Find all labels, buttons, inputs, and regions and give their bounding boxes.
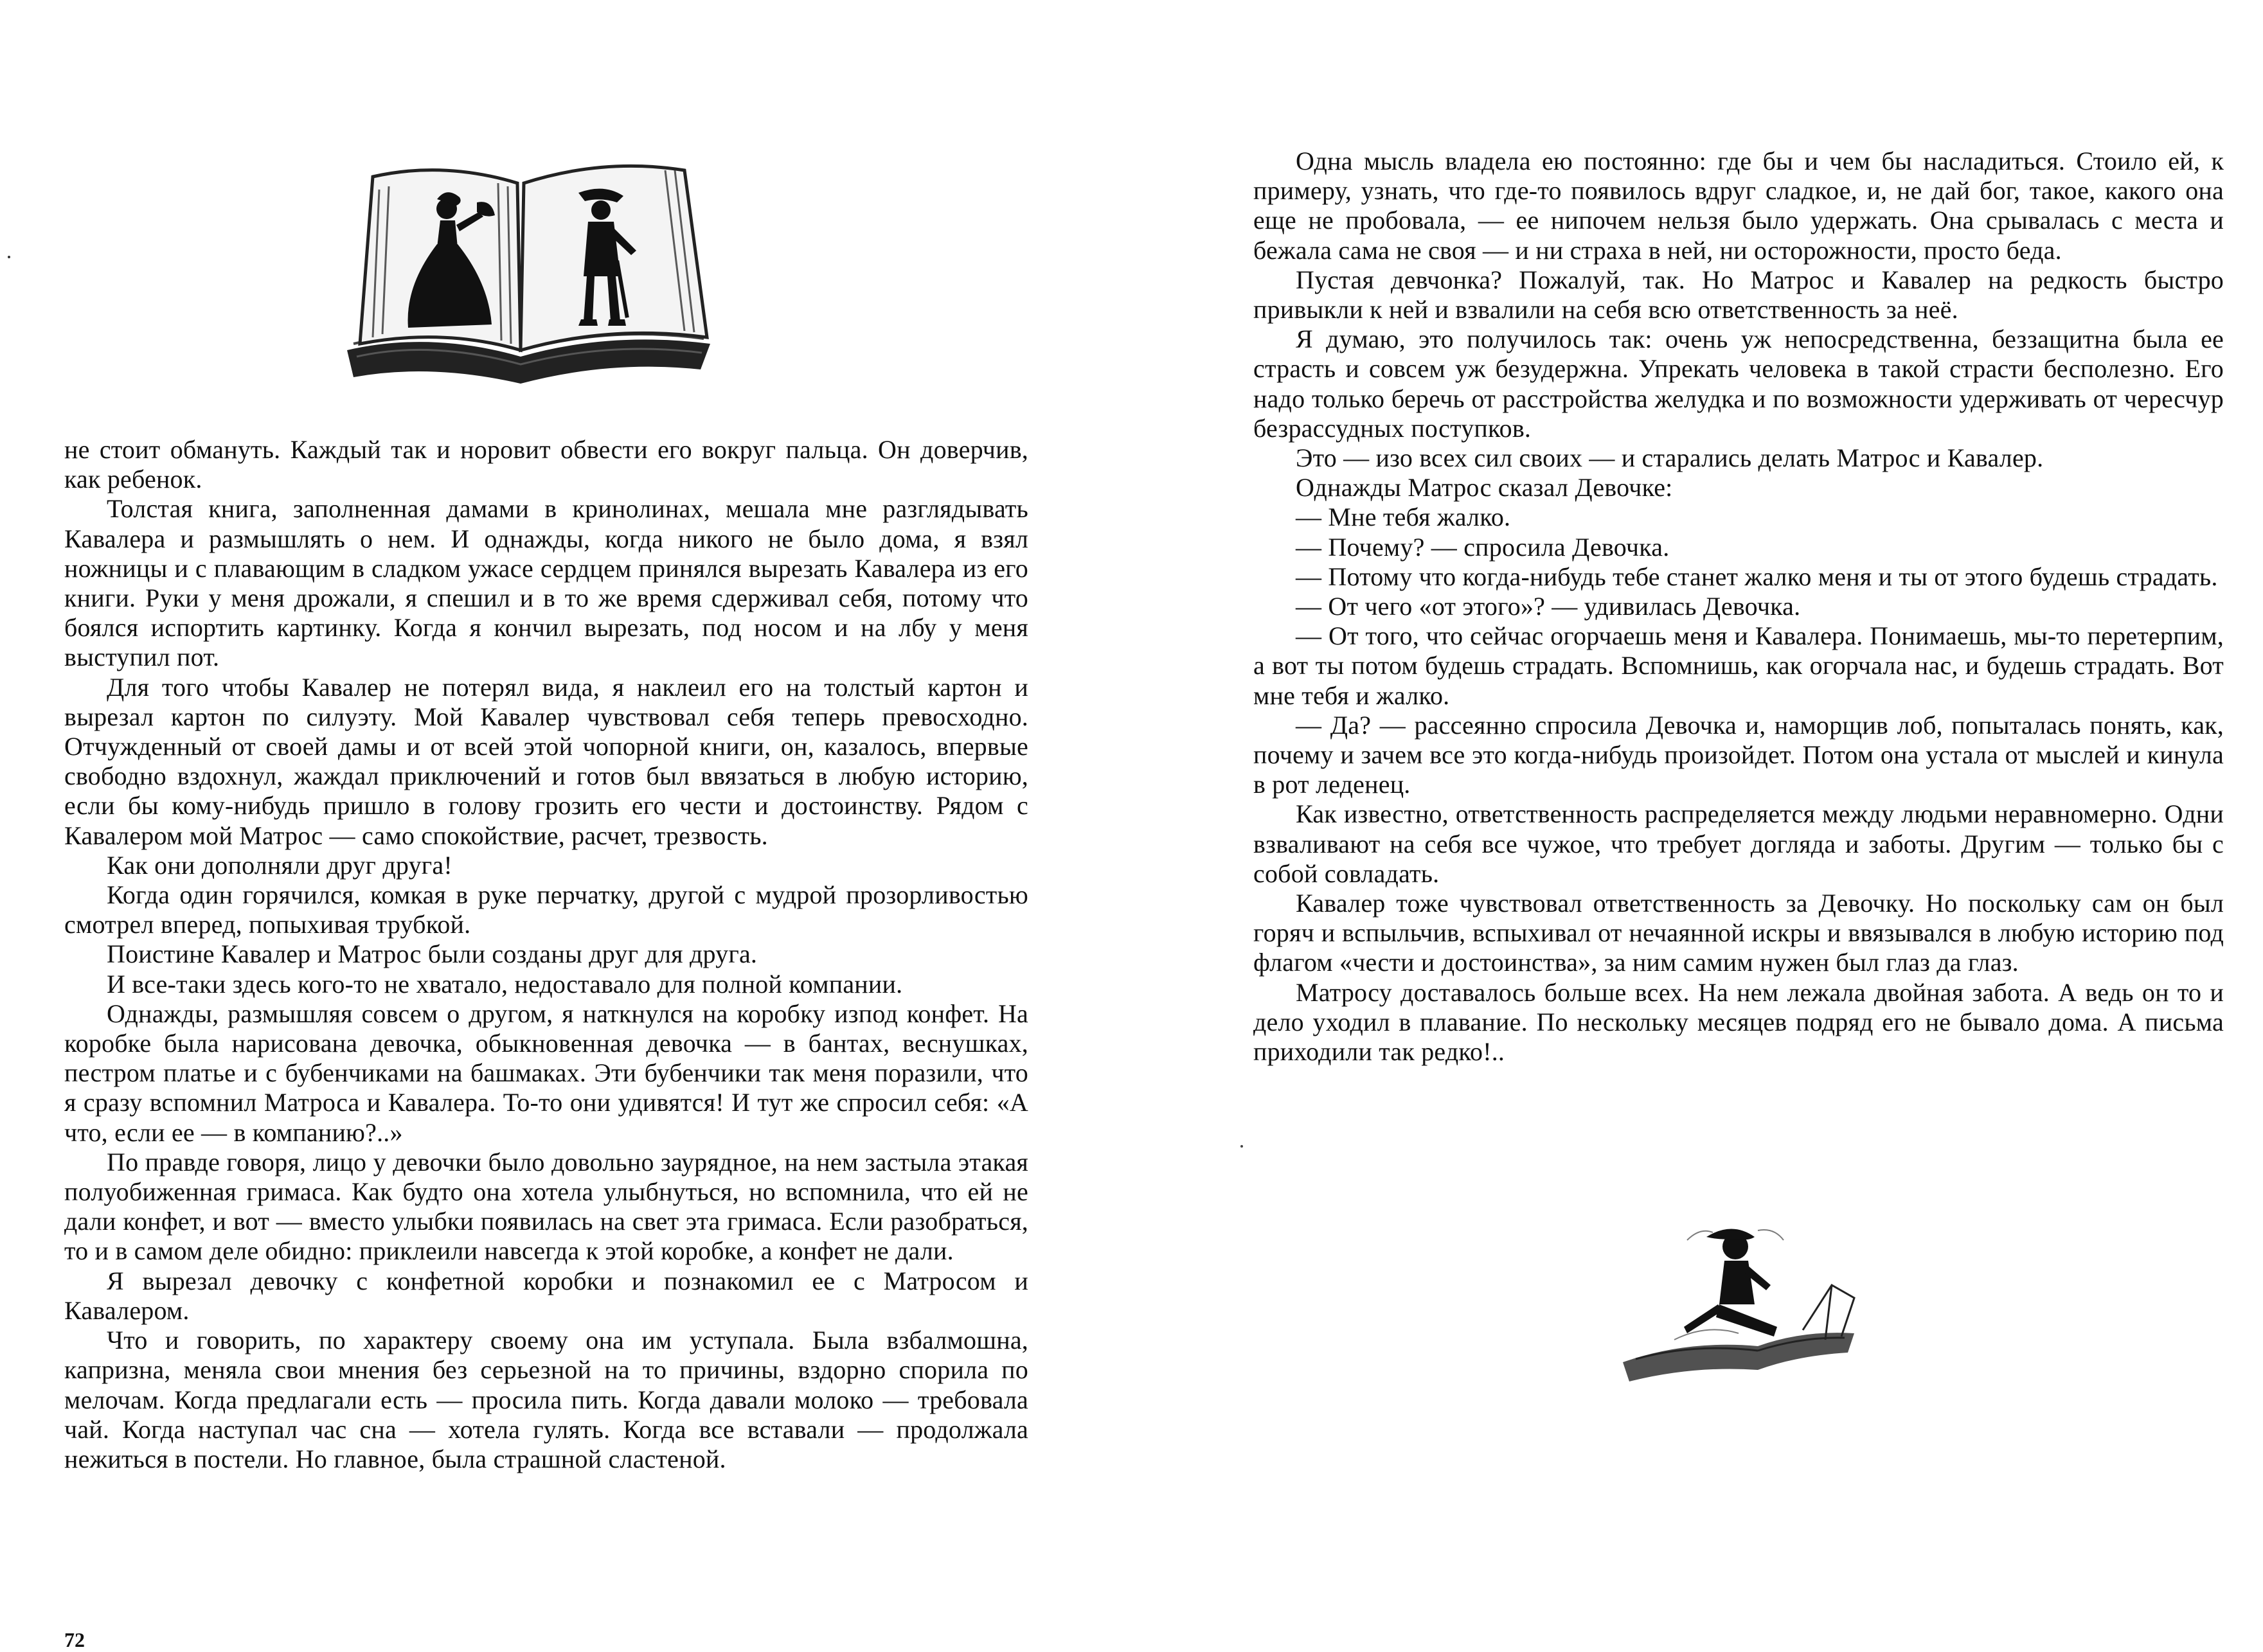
- left-page: [0, 0, 1131, 1651]
- paragraph: Матросу доставалось больше всех. На нем лежала двойная забота. А ведь он то и дело уходил в плавание. По нескольку месяцев подряд его не бывало дома. А письма приходили так редко!..: [1253, 977, 2224, 1067]
- paragraph: Я думаю, это получилось так: очень уж непосредственна, беззащитна была ее страсть и совсем уж безудержна. Упрекать человека в такой страсти бесполезно. Его надо только беречь от расстройства желудка и по возможности удерживать от чересчур безрассудных поступков.: [1253, 324, 2224, 443]
- paragraph: И все-таки здесь кого-то не хватало, недоставало для полной компании.: [107, 969, 903, 999]
- paragraph: Как известно, ответственность распределяется между людьми неравномерно. Одни взваливают на себя все чужое, что требует догляда и заботы. Другим — только бы с собой совладать.: [1253, 799, 2224, 888]
- paragraph: Поистине Кавалер и Матрос были созданы друг для друга.: [107, 939, 758, 969]
- paragraph: Как они дополняли друг друга!: [107, 850, 452, 880]
- right-page-text: [1253, 147, 2224, 1067]
- paragraph: Я вырезал девочку с конфетной коробки и познакомил ее с Матросом и Кавалером.: [64, 1266, 1028, 1325]
- paragraph: — Почему? — спросила Девочка.: [1296, 532, 1670, 562]
- right-page: [1131, 0, 2263, 1651]
- paragraph: — От того, что сейчас огорчаешь меня и Кавалера. Понимаешь, мы-то перетерпим, а вот ты потом будешь страдать. Вспомнишь, как огорчала нас, и будешь страдать. Вот мне тебя и жалко.: [1253, 621, 2224, 710]
- paragraph: не стоит обмануть. Каждый так и норовит обвести его вокруг пальца. Он доверчив, как ребенок.: [64, 435, 1028, 494]
- paragraph: Для того чтобы Кавалер не потерял вида, я наклеил его на толстый картон и вырезал картон по силуэту. Мой Кавалер чувствовал себя теперь превосходно. Отчужденный от своей дамы и от всей этой чопорной книги, он, казалось, впервые свободно вздохнул, жаждал приключений и готов был ввязаться в любую историю, если бы кому-нибудь пришло в голову грозить его чести и достоинству. Рядом с Кавалером мой Матрос — само спокойствие, расчет, трезвость.: [64, 672, 1028, 850]
- paragraph: — Мне тебя жалко.: [1296, 502, 1511, 532]
- paragraph: Однажды, размышляя совсем о другом, я наткнулся на коробку изпод конфет. На коробке была нарисована девочка, обыкновенная девочка — в бантах, веснушках, пестром платье и с бубенчиками на башмаках. Эти бубенчики так меня поразили, что я сразу вспомнил Матроса и Кавалера. То-то они удивятся! И тут же спросил себя: «А что, если ее — в компанию?..»: [64, 999, 1028, 1147]
- page-number: 72: [64, 1628, 85, 1651]
- paragraph: Что и говорить, по характеру своему она им уступала. Была взбалмошна, капризна, меняла свои мнения без серьезной на то причины, вздорно спорила по мелочам. Когда предлагали есть — просила пить. Когда давали молоко — требовала чай. Когда наступал час сна — хотела гулять. Когда все вставали — продолжала нежиться в постели. Но главное, была страшной сластеной.: [64, 1326, 1028, 1473]
- margin-speck: [1240, 1145, 1243, 1148]
- paragraph: Когда один горячился, комкая в руке перчатку, другой с мудрой прозорливостью смотрел вперед, попыхивая трубкой.: [64, 880, 1028, 939]
- paragraph: Одна мысль владела ею постоянно: где бы и чем бы насладиться. Стоило ей, к примеру, узнать, что где-то появилось вдруг сладкое, и, не дай бог, такое, какого она еще не пробовала, — ее нипочем нельзя было удержать. Она срывалась с места и бежала сама не своя — и ни страха в ней, ни осторожности, просто беда.: [1253, 147, 2224, 265]
- paragraph: — От чего «от этого»? — удивилась Девочка.: [1296, 592, 1801, 621]
- paragraph: По правде говоря, лицо у девочки было довольно заурядное, на нем застыла этакая полуобиженная гримаса. Как будто она хотела улыбнуться, но вспомнила, что ей не дали конфет, и вот — вместо улыбки появилась на свет эта гримаса. Если разобраться, то и в самом деле обидно: приклеили навсегда к этой коробке, а конфет не дали.: [64, 1147, 1028, 1266]
- paragraph: Однажды Матрос сказал Девочке:: [1296, 473, 1673, 502]
- margin-speck: [8, 256, 10, 258]
- paragraph: — Да? — рассеянно спросила Девочка и, наморщив лоб, попыталась понять, как, почему и зачем все это когда-нибудь произойдет. Потом она устала от мыслей и кинула в рот леденец.: [1253, 710, 2224, 799]
- paragraph: — Потому что когда-нибудь тебе станет жалко меня и ты от этого будешь страдать.: [1296, 562, 2218, 591]
- girl-on-book-sketch: [1610, 1202, 1867, 1394]
- paragraph: Кавалер тоже чувствовал ответственность за Девочку. Но поскольку сам он был горяч и вспыльчив, вспыхивал от нечаянной искры и ввязывался в любую историю под флагом «чести и достоинства», за ним самим нужен был глаз да глаз.: [1253, 889, 2224, 977]
- open-book-illustration: [334, 138, 720, 389]
- paragraph: Это — изо всех сил своих — и старались делать Матрос и Кавалер.: [1296, 443, 2044, 473]
- paragraph: Пустая девчонка? Пожалуй, так. Но Матрос и Кавалер на редкость быстро привыкли к ней и взвалили на себя всю ответственность за неё.: [1253, 265, 2224, 324]
- left-page-text: [64, 435, 1028, 1474]
- paragraph: Толстая книга, заполненная дамами в кринолинах, мешала мне разглядывать Кавалера и размышлять о нем. И однажды, когда никого не было дома, я взял ножницы и с плавающим в сладком ужасе сердцем принялся вырезать Кавалера из его книги. Руки у меня дрожали, я спешил и в то же время сдерживал себя, потому что боялся испортить картинку. Когда я кончил вырезать, под носом и на лбу у меня выступил пот.: [64, 494, 1028, 672]
